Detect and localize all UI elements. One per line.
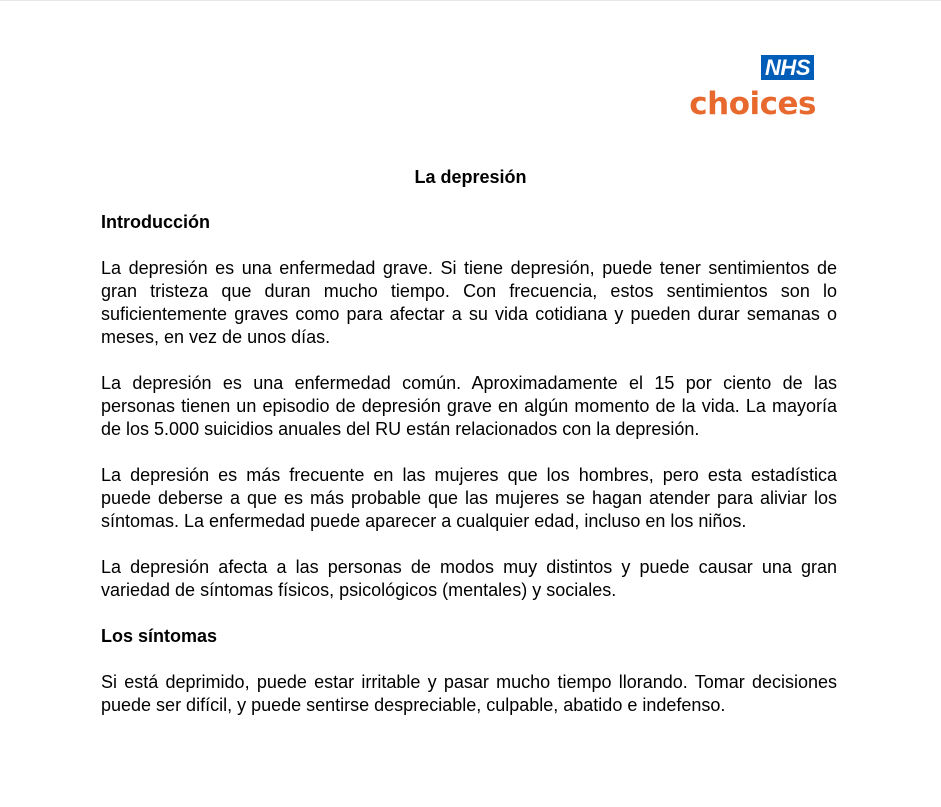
document-body	[101, 211, 837, 717]
section-heading-introduccion: Introducción	[101, 212, 210, 232]
document-title: La depresión	[414, 167, 527, 187]
paragraph: La depresión es una enfermedad común. Aproximadamente el 15 por ciento de las personas tienen un episodio de depresión grave en algún momento de la vida. La mayoría de los 5.000 suicidios anuales del RU están relacionados con la depresión.	[101, 373, 837, 439]
paragraph: La depresión afecta a las personas de modos muy distintos y puede causar una gran variedad de síntomas físicos, psicológicos (mentales) y sociales.	[101, 557, 837, 600]
nhs-choices-logo	[680, 55, 816, 123]
paragraph: Si está deprimido, puede estar irritable y pasar mucho tiempo llorando. Tomar decisiones puede ser difícil, y puede sentirse despreciable, culpable, abatido e indefenso.	[101, 672, 837, 715]
choices-wordmark: choices	[689, 86, 816, 122]
nhs-badge: NHS	[761, 55, 814, 80]
paragraph: La depresión es una enfermedad grave. Si tiene depresión, puede tener sentimientos de gran tristeza que duran mucho tiempo. Con frecuencia, estos sentimientos son lo suficientemente graves como para afectar a su vida cotidiana y pueden durar semanas o meses, en vez de unos días.	[101, 258, 837, 347]
section-heading-sintomas: Los síntomas	[101, 626, 218, 646]
paragraph: La depresión es más frecuente en las mujeres que los hombres, pero esta estadística puede deberse a que es más probable que las mujeres se hagan atender para aliviar los síntomas. La enfermedad puede aparecer a cualquier edad, incluso en los niños.	[101, 465, 837, 531]
